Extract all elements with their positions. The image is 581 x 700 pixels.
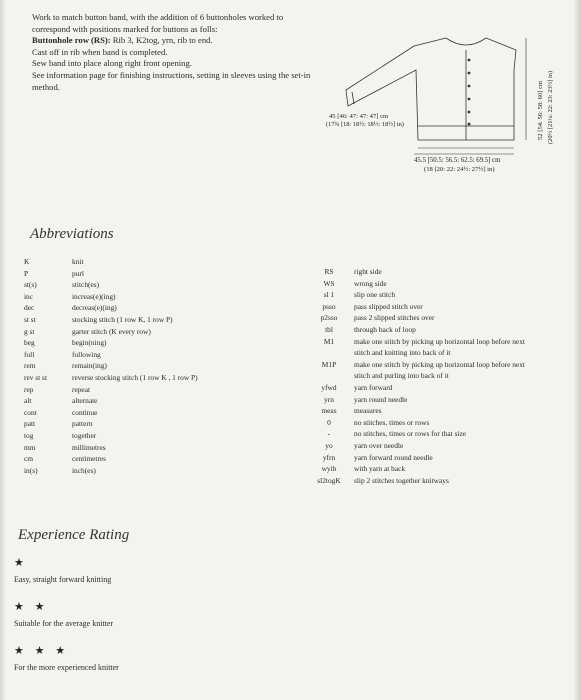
abbreviation-key: st(s) bbox=[24, 280, 37, 290]
abbreviation-key: rev st st bbox=[24, 372, 47, 382]
rating-text: Suitable for the average knitter bbox=[14, 619, 114, 628]
abbreviation-row bbox=[22, 326, 272, 338]
abbreviation-row bbox=[304, 370, 574, 382]
finishing-instructions bbox=[32, 12, 322, 93]
length-label-1: 52 [54: 56: 58: 60] cm bbox=[537, 80, 544, 140]
abbreviation-key: yfrn bbox=[322, 452, 336, 462]
abbreviation-row bbox=[304, 428, 574, 440]
abbreviation-meaning: inch(es) bbox=[72, 465, 96, 475]
abbreviation-meaning: stitch and purling into back of it bbox=[354, 371, 449, 381]
abbreviation-meaning: make one stitch by picking up horizontal loop before next bbox=[354, 359, 525, 369]
abbreviation-key: st st bbox=[24, 314, 36, 324]
abbreviation-row bbox=[304, 278, 574, 290]
abbreviation-row bbox=[22, 418, 272, 430]
abbreviation-row bbox=[22, 302, 272, 314]
abbreviation-row bbox=[22, 314, 272, 326]
cardigan-diagram bbox=[326, 20, 561, 190]
sleeve-label-1: 45.5 [50.5: 56.5: 62.5: 69.5] cm bbox=[414, 157, 501, 164]
abbreviation-row bbox=[22, 360, 272, 372]
abbreviation-key: K bbox=[24, 257, 30, 266]
abbreviation-meaning: right side bbox=[354, 267, 382, 276]
rating-easy bbox=[14, 556, 111, 584]
abbreviation-key: inc bbox=[24, 291, 34, 301]
abbreviation-row bbox=[22, 372, 272, 384]
abbreviation-key: p2sso bbox=[320, 313, 338, 323]
instruction-text: Rib 3, K2tog, yrn, rib to end. bbox=[112, 35, 213, 46]
abbreviation-meaning: decreas(e)(ing) bbox=[72, 303, 117, 313]
abbreviation-key: P bbox=[24, 268, 29, 278]
abbreviation-row bbox=[304, 359, 574, 371]
abbreviation-key: in(s) bbox=[24, 465, 38, 475]
length-label-2: (20½ [21¼: 22: 23: 23½] in) bbox=[547, 70, 554, 144]
abbreviation-key: yo bbox=[325, 440, 333, 450]
abbreviation-key: dec bbox=[24, 303, 35, 313]
abbreviation-row bbox=[304, 417, 574, 429]
abbreviation-meaning: yarn forward bbox=[354, 382, 393, 392]
abbreviation-key: M1 bbox=[323, 336, 335, 346]
abbreviation-key: 0 bbox=[327, 417, 331, 427]
abbreviation-meaning: no stitches, times or rows bbox=[354, 417, 430, 427]
instruction-line bbox=[32, 58, 322, 70]
abbreviations-heading: Abbreviations bbox=[30, 226, 114, 242]
abbreviation-key: alt bbox=[24, 396, 32, 406]
abbreviation-key: psso bbox=[322, 301, 336, 311]
instruction-line bbox=[32, 35, 322, 47]
abbreviation-meaning: yarn round needle bbox=[354, 394, 408, 404]
abbreviation-meaning: remain(ing) bbox=[72, 361, 107, 371]
instruction-text: See information page for finishing instructions, setting in sleeves using the set-in method. bbox=[32, 69, 311, 92]
abbreviation-row bbox=[22, 279, 272, 291]
abbreviation-meaning: reverse stocking stitch (1 row K , 1 row P) bbox=[72, 372, 198, 382]
dimension-lines bbox=[414, 38, 526, 154]
abbreviation-meaning: continue bbox=[72, 407, 98, 417]
instruction-text: Work to match button band, with the addition of 6 buttonholes worked to correspond with positions marked for buttons as folls: bbox=[32, 12, 284, 34]
abbreviation-row bbox=[304, 452, 574, 464]
abbreviation-meaning: no stitches, times or rows for that size bbox=[354, 429, 467, 439]
star-icon: ★ ★ bbox=[14, 601, 49, 613]
abbreviation-row bbox=[22, 407, 272, 419]
abbreviation-row bbox=[22, 430, 272, 442]
abbreviation-key: cm bbox=[24, 454, 34, 464]
abbreviation-meaning: measures bbox=[354, 406, 382, 416]
abbreviation-key: foll bbox=[24, 349, 35, 359]
abbreviation-meaning: repeat bbox=[72, 384, 91, 394]
star-icon: ★ bbox=[14, 557, 28, 569]
abbreviation-meaning: alternate bbox=[72, 396, 98, 406]
abbreviation-meaning: stocking stitch (1 row K, 1 row P) bbox=[72, 314, 173, 324]
abbreviation-row bbox=[22, 291, 272, 303]
button-markers bbox=[468, 59, 471, 126]
abbreviation-meaning: wrong side bbox=[354, 278, 387, 288]
abbreviation-meaning: purl bbox=[72, 268, 84, 278]
abbreviation-meaning: begin(ning) bbox=[72, 338, 107, 348]
abbreviation-meaning: centimetres bbox=[72, 454, 107, 464]
abbreviation-meaning: pass slipped stitch over bbox=[354, 301, 423, 311]
abbreviation-key: g st bbox=[24, 326, 35, 336]
instruction-text: Cast off in rib when band is completed. bbox=[32, 46, 168, 57]
instruction-line bbox=[32, 12, 322, 35]
abbreviations-right-list bbox=[304, 266, 574, 486]
abbreviation-row bbox=[304, 324, 574, 336]
abbreviation-key: wyib bbox=[321, 464, 337, 474]
abbreviation-key: rem bbox=[24, 361, 36, 371]
star-icon: ★ ★ ★ bbox=[14, 645, 70, 657]
abbreviation-key: RS bbox=[324, 267, 334, 276]
abbreviation-meaning: yarn forward round needle bbox=[354, 452, 433, 462]
abbreviation-row bbox=[304, 312, 574, 324]
abbreviation-meaning: following bbox=[72, 349, 101, 359]
abbreviation-key: tog bbox=[24, 430, 34, 440]
abbreviation-key: WS bbox=[323, 278, 335, 288]
abbreviation-meaning: slip 2 stitches together knitways bbox=[354, 475, 449, 485]
abbreviation-key: beg bbox=[24, 338, 35, 348]
abbreviation-row bbox=[22, 337, 272, 349]
abbreviation-key: yfwd bbox=[321, 382, 337, 392]
width-label-2: (17¾ [18: 18½: 18½: 18½] in) bbox=[326, 121, 404, 128]
abbreviation-meaning: increas(e)(ing) bbox=[72, 291, 116, 301]
abbreviation-row bbox=[304, 475, 574, 487]
abbreviation-key bbox=[304, 370, 354, 382]
abbreviation-row bbox=[304, 382, 574, 394]
abbreviation-row bbox=[304, 463, 574, 475]
rating-text: Easy, straight forward knitting bbox=[14, 575, 112, 584]
abbreviation-key: sl 1 bbox=[323, 290, 335, 300]
width-label-1: 45 [46: 47: 47: 47] cm bbox=[329, 113, 389, 120]
abbreviation-meaning: yarn over needle bbox=[354, 440, 404, 450]
abbreviation-meaning: with yarn at back bbox=[354, 464, 406, 474]
sleeve-label-2: (18 [20: 22: 24½: 27½] in) bbox=[424, 166, 495, 173]
abbreviation-key: tbl bbox=[325, 324, 333, 334]
abbreviation-row bbox=[304, 440, 574, 452]
experience-heading: Experience Rating bbox=[18, 527, 130, 543]
abbreviation-row bbox=[304, 347, 574, 359]
abbreviation-row bbox=[22, 395, 272, 407]
abbreviation-meaning: stitch(es) bbox=[72, 280, 100, 290]
abbreviation-key: - bbox=[327, 429, 331, 439]
abbreviation-key: meas bbox=[321, 406, 337, 416]
instruction-bold: Buttonhole row (RS): bbox=[32, 35, 111, 46]
abbreviation-row bbox=[304, 289, 574, 301]
right-page-shadow bbox=[573, 0, 581, 700]
abbreviation-row bbox=[304, 405, 574, 417]
abbreviation-meaning: together bbox=[72, 430, 97, 440]
abbreviation-row bbox=[22, 453, 272, 465]
abbreviation-row bbox=[22, 384, 272, 396]
abbreviation-meaning: slip one stitch bbox=[354, 290, 396, 300]
abbreviation-key: sl2togK bbox=[317, 475, 341, 485]
instruction-line bbox=[32, 70, 322, 93]
abbreviation-meaning: garter stitch (K every row) bbox=[72, 326, 151, 336]
abbreviation-row bbox=[22, 465, 272, 477]
instruction-text: Sew band into place along right front opening. bbox=[32, 58, 192, 69]
rating-average bbox=[14, 600, 113, 628]
abbreviation-row bbox=[304, 394, 574, 406]
abbreviation-meaning: millimetres bbox=[72, 442, 106, 452]
abbreviation-key: patt bbox=[24, 419, 36, 429]
abbreviation-row bbox=[22, 349, 272, 361]
abbreviation-meaning: stitch and knitting into back of it bbox=[354, 348, 451, 358]
abbreviation-meaning: make one stitch by picking up horizontal loop before next bbox=[354, 336, 525, 346]
abbreviation-key: cont bbox=[24, 407, 37, 417]
abbreviation-row bbox=[22, 442, 272, 454]
abbreviation-row bbox=[304, 301, 574, 313]
abbreviation-meaning: through back of loop bbox=[354, 324, 416, 334]
abbreviation-key: rep bbox=[24, 384, 34, 394]
abbreviation-meaning: pass 2 slipped stitches over bbox=[354, 313, 435, 323]
rating-text: For the more experienced knitter bbox=[14, 663, 119, 672]
abbreviation-key: M1P bbox=[321, 359, 337, 369]
abbreviation-meaning: knit bbox=[72, 257, 84, 266]
left-page-shadow bbox=[0, 0, 6, 700]
abbreviation-row bbox=[304, 266, 574, 278]
abbreviation-row bbox=[22, 268, 272, 280]
abbreviation-key: mm bbox=[24, 442, 36, 452]
abbreviation-key: yrn bbox=[324, 394, 334, 404]
instruction-line bbox=[32, 47, 322, 59]
abbreviation-row bbox=[22, 256, 272, 268]
abbreviations-left-list bbox=[22, 256, 272, 476]
abbreviation-key bbox=[304, 347, 354, 359]
rating-experienced bbox=[14, 644, 119, 672]
abbreviation-row bbox=[304, 336, 574, 348]
abbreviation-meaning: pattern bbox=[72, 419, 93, 429]
